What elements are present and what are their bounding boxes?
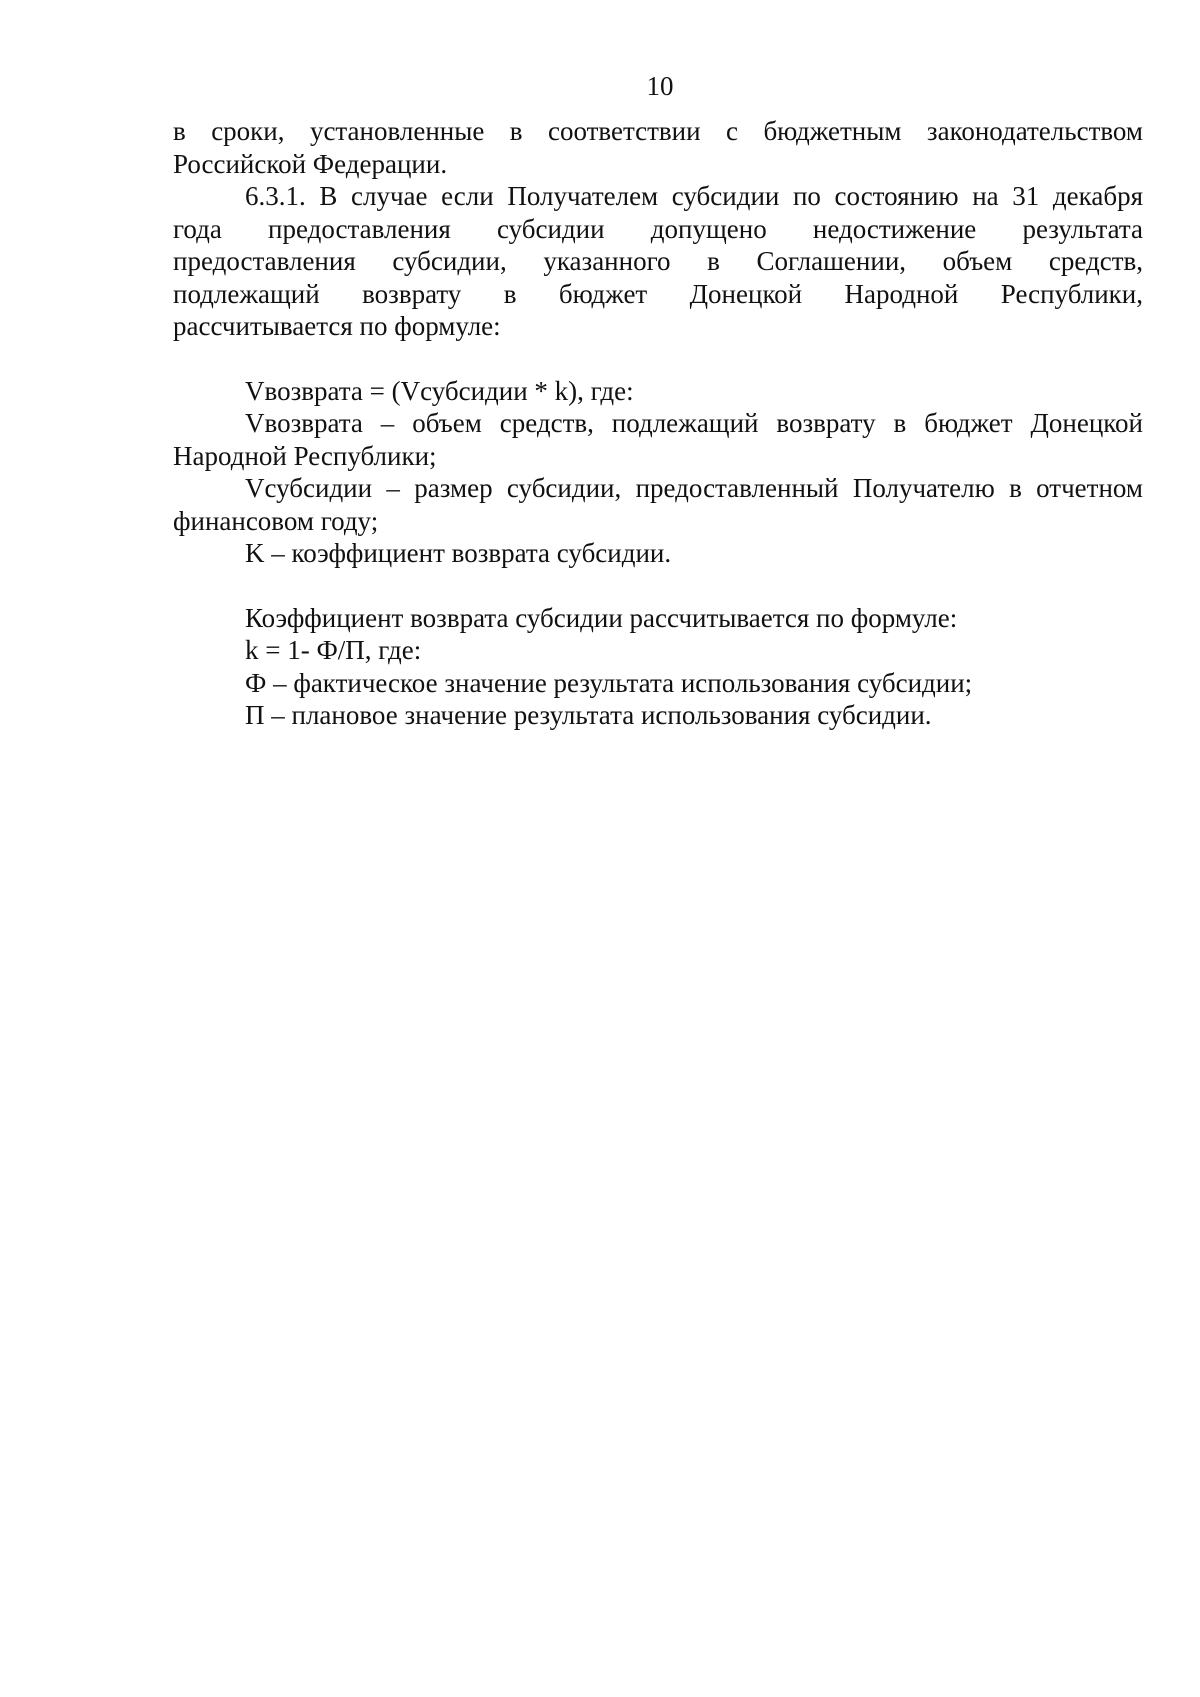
page-number: 10: [646, 71, 674, 101]
coefficient-formula: k = 1- Ф/П, где:: [245, 635, 422, 665]
definition-v-return: [173, 407, 1143, 472]
paragraph-line: предоставления субсидии, указанного в Соглашении, объем средств,: [173, 246, 1143, 276]
definition-v-subsidy: [173, 472, 1143, 537]
paragraph-line: 6.3.1. В случае если Получателем субсидии по состоянию на 31 декабря: [245, 181, 1143, 211]
paragraph-line: Российской Федерации.: [173, 148, 448, 179]
paragraph-line: финансовом году;: [173, 505, 379, 536]
spacer: [173, 570, 1143, 602]
definition-fact: Ф – фактическое значение результата использования субсидии;: [245, 667, 973, 698]
return-formula: Vвозврата = (Vсубсидии * k), где:: [245, 375, 634, 406]
paragraph-deadline: [173, 115, 1143, 180]
paragraph-line: года предоставления субсидии допущено недостижение результата: [173, 213, 1143, 244]
paragraph-line: в сроки, установленные в соответствии с бюджетным законодательством: [173, 116, 1143, 146]
spacer: [173, 343, 1143, 375]
paragraph-line: Народной Республики;: [173, 440, 437, 471]
paragraph-line: рассчитывается по формуле:: [173, 311, 501, 341]
definition-k: K – коэффициент возврата субсидии.: [245, 538, 672, 568]
paragraph-line: Vсубсидии – размер субсидии, предоставленный Получателю в отчетном: [245, 473, 1143, 503]
definition-plan: П – плановое значение результата использования субсидии.: [245, 700, 932, 730]
coefficient-intro: Коэффициент возврата субсидии рассчитывается по формуле:: [245, 602, 958, 633]
paragraph-6-3-1: [173, 180, 1143, 343]
document-body: [173, 115, 1143, 732]
paragraph-line: подлежащий возврату в бюджет Донецкой Народной Республики,: [173, 278, 1143, 309]
paragraph-line: Vвозврата – объем средств, подлежащий возврату в бюджет Донецкой: [245, 408, 1143, 438]
